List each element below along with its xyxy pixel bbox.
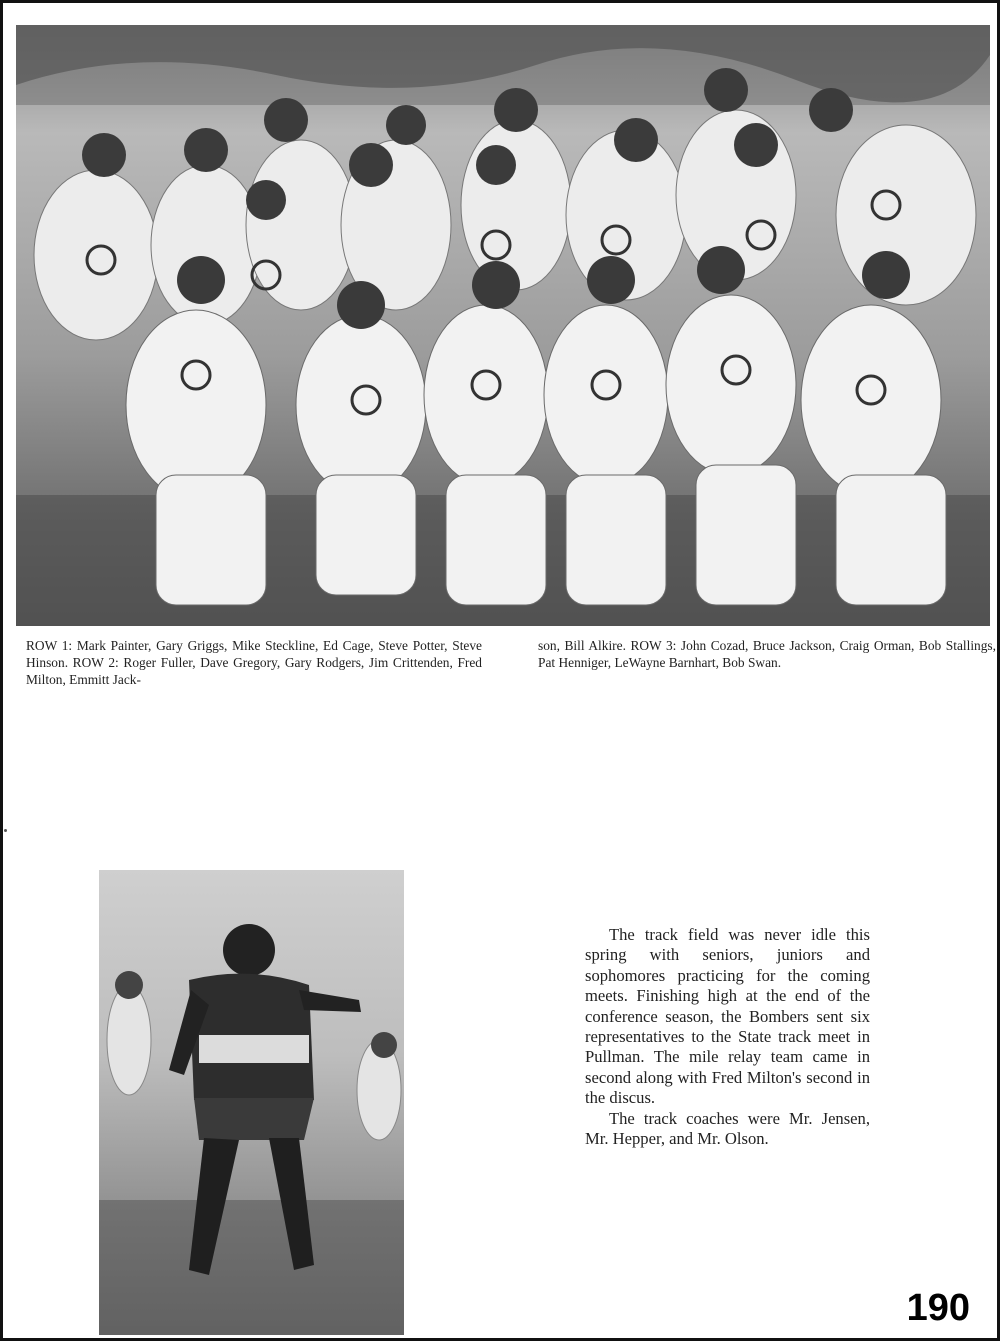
- article-text: [585, 925, 870, 1149]
- caption-right: son, Bill Alkire. ROW 3: John Cozad, Bruce Jackson, Craig Orman, Bob Stallings, Pat Henniger, LeWayne Barnhart, Bob Swan.: [538, 638, 996, 670]
- stray-mark: [4, 829, 7, 832]
- page-number: 190: [906, 1287, 970, 1329]
- discus-thrower-photo-icon: [99, 870, 404, 1335]
- caption-left: ROW 1: Mark Painter, Gary Griggs, Mike Steckline, Ed Cage, Steve Potter, Steve Hinson. ROW 2: Roger Fuller, Dave Gregory, Gary Rodgers, Jim Crittenden, Fred Milton, Emmitt Jack-: [26, 638, 482, 687]
- article-paragraph-1: The track field was never idle this spring with seniors, juniors and sophomores practicing for the coming meets. Finishing high at the end of the conference season, the Bombers sent six representatives to the State track meet in Pullman. The mile relay team came in second along with Fred Milton's second in the discus.: [585, 925, 870, 1108]
- team-photo-icon: [16, 25, 990, 626]
- team-photo: [16, 25, 990, 626]
- discus-thrower-photo: [99, 870, 404, 1335]
- article-paragraph-2: The track coaches were Mr. Jensen, Mr. Hepper, and Mr. Olson.: [585, 1108, 870, 1149]
